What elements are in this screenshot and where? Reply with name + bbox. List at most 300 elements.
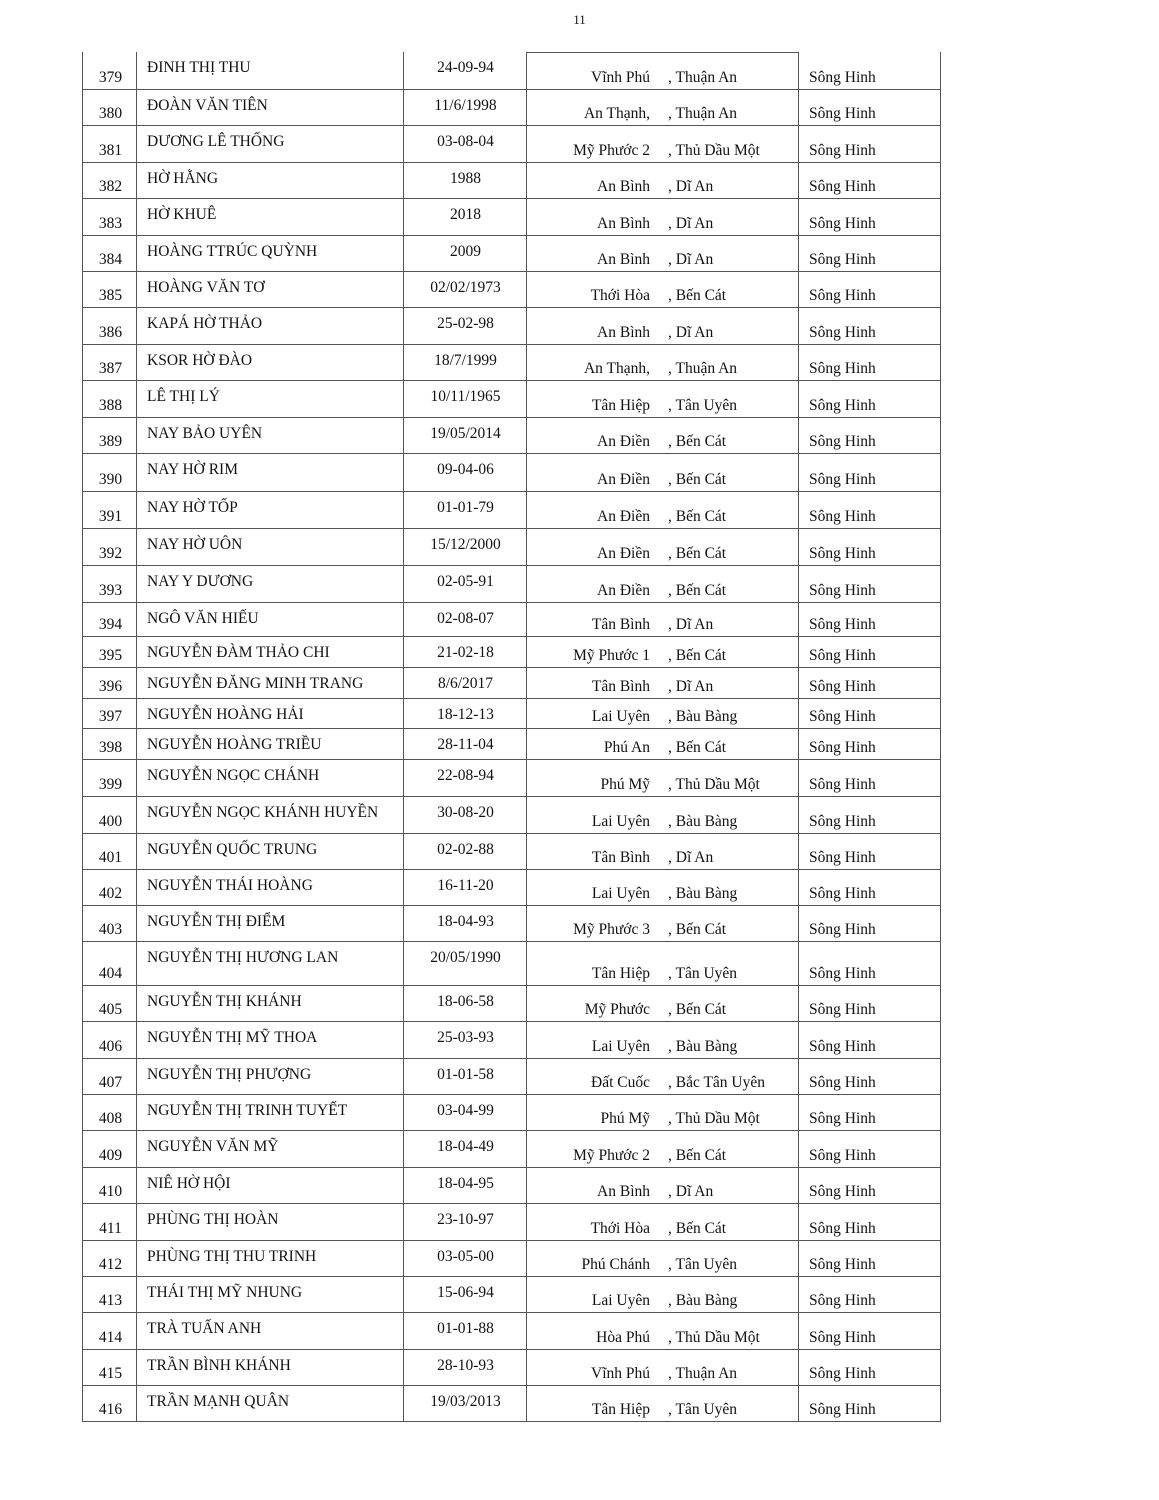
full-name: NAY HỜ TỐP xyxy=(147,499,238,516)
unit: Sông Hinh xyxy=(809,739,876,756)
date-of-birth: 16-11-20 xyxy=(437,877,494,894)
cell-unit xyxy=(799,381,941,417)
cell-name xyxy=(137,1204,404,1240)
district: , Dĩ An xyxy=(668,324,714,341)
unit: Sông Hinh xyxy=(809,69,876,86)
row-number: 415 xyxy=(98,1365,123,1382)
table-row xyxy=(82,1350,941,1386)
cell-address xyxy=(527,699,799,728)
ward: An Bình xyxy=(597,251,650,268)
cell-address xyxy=(527,163,799,198)
ward: Mỹ Phước xyxy=(584,1001,650,1018)
date-of-birth: 01-01-88 xyxy=(437,1320,494,1337)
row-number: 416 xyxy=(98,1401,123,1418)
date-of-birth: 02-08-07 xyxy=(437,610,494,627)
cell-number xyxy=(82,668,137,698)
district: , Bến Cát xyxy=(668,433,727,450)
table-row xyxy=(82,1059,941,1095)
table-row xyxy=(82,1131,941,1168)
full-name: KSOR HỜ ĐÀO xyxy=(147,352,253,369)
cell-address xyxy=(527,454,799,491)
district: , Bến Cát xyxy=(668,1147,727,1164)
ward: Phú Mỹ xyxy=(600,1110,650,1127)
cell-dob xyxy=(404,1168,527,1203)
cell-unit xyxy=(799,1168,941,1203)
full-name: NGUYỄN NGỌC KHÁNH HUYỀN xyxy=(147,804,379,821)
table-row xyxy=(82,272,941,308)
cell-dob xyxy=(404,1059,527,1094)
table-row xyxy=(82,454,941,492)
table-row xyxy=(82,52,941,90)
cell-address xyxy=(527,637,799,667)
cell-dob xyxy=(404,163,527,198)
table-row xyxy=(82,603,941,637)
district: , Bến Cát xyxy=(668,1001,727,1018)
row-number: 392 xyxy=(98,545,123,562)
full-name: NGUYỄN THỊ ĐIỂM xyxy=(147,913,286,930)
table-row xyxy=(82,1277,941,1313)
table-row xyxy=(82,90,941,126)
cell-number xyxy=(82,1168,137,1203)
table-row xyxy=(82,492,941,529)
district: , Bàu Bàng xyxy=(668,813,738,830)
ward: An Điền xyxy=(597,433,650,450)
district: , Bến Cát xyxy=(668,471,727,488)
full-name: NGUYỄN THỊ HƯƠNG LAN xyxy=(147,949,339,966)
cell-address xyxy=(527,834,799,869)
cell-dob xyxy=(404,870,527,905)
district: , Dĩ An xyxy=(668,178,714,195)
cell-dob xyxy=(404,90,527,125)
date-of-birth: 21-02-18 xyxy=(437,644,494,661)
unit: Sông Hinh xyxy=(809,1147,876,1164)
district: , Dĩ An xyxy=(668,1183,714,1200)
unit: Sông Hinh xyxy=(809,1292,876,1309)
row-number: 399 xyxy=(98,776,123,793)
cell-unit xyxy=(799,52,941,89)
date-of-birth: 10/11/1965 xyxy=(430,388,501,405)
ward: Lai Uyên xyxy=(591,1038,650,1055)
full-name: HOÀNG VĂN TƠ xyxy=(147,279,265,296)
date-of-birth: 20/05/1990 xyxy=(430,949,501,966)
cell-number xyxy=(82,126,137,162)
cell-dob xyxy=(404,797,527,833)
unit: Sông Hinh xyxy=(809,921,876,938)
date-of-birth: 25-03-93 xyxy=(437,1029,494,1046)
row-number: 381 xyxy=(98,142,123,159)
cell-dob xyxy=(404,986,527,1021)
cell-number xyxy=(82,236,137,271)
full-name: NGUYỄN THỊ PHƯỢNG xyxy=(147,1066,312,1083)
date-of-birth: 02-02-88 xyxy=(437,841,494,858)
cell-address xyxy=(527,1131,799,1167)
cell-number xyxy=(82,1386,137,1421)
cell-name xyxy=(137,870,404,905)
ward: Tân Hiệp xyxy=(591,397,650,414)
cell-number xyxy=(82,492,137,528)
cell-unit xyxy=(799,870,941,905)
cell-number xyxy=(82,381,137,417)
cell-name xyxy=(137,1095,404,1130)
cell-address xyxy=(527,90,799,125)
date-of-birth: 03-05-00 xyxy=(437,1248,494,1265)
date-of-birth: 28-10-93 xyxy=(437,1357,494,1374)
row-number: 408 xyxy=(98,1110,123,1127)
table-row xyxy=(82,729,941,760)
district: , Bến Cát xyxy=(668,739,727,756)
date-of-birth: 11/6/1998 xyxy=(434,97,497,114)
cell-unit xyxy=(799,603,941,636)
date-of-birth: 24-09-94 xyxy=(437,59,494,76)
row-number: 387 xyxy=(98,360,123,377)
cell-number xyxy=(82,1277,137,1312)
district: , Bắc Tân Uyên xyxy=(668,1074,765,1091)
cell-unit xyxy=(799,1131,941,1167)
cell-number xyxy=(82,90,137,125)
cell-name xyxy=(137,1131,404,1167)
cell-unit xyxy=(799,1313,941,1349)
cell-address xyxy=(527,1350,799,1385)
ward: Mỹ Phước 3 xyxy=(573,921,650,938)
cell-address xyxy=(527,1313,799,1349)
date-of-birth: 03-04-99 xyxy=(437,1102,494,1119)
date-of-birth: 19/03/2013 xyxy=(430,1393,501,1410)
district: , Bàu Bàng xyxy=(668,708,738,725)
full-name: NIÊ HỜ HỘI xyxy=(147,1175,231,1192)
date-of-birth: 2009 xyxy=(450,243,481,260)
cell-number xyxy=(82,729,137,759)
date-of-birth: 1988 xyxy=(450,170,481,187)
unit: Sông Hinh xyxy=(809,678,876,695)
ward: An Điền xyxy=(597,508,650,525)
district: , Tân Uyên xyxy=(668,965,738,982)
district: , Tân Uyên xyxy=(668,1401,738,1418)
cell-dob xyxy=(404,1022,527,1058)
unit: Sông Hinh xyxy=(809,708,876,725)
cell-address xyxy=(527,1386,799,1421)
table-row xyxy=(82,1313,941,1350)
full-name: TRẦN MẠNH QUÂN xyxy=(147,1393,290,1410)
table-row xyxy=(82,906,941,942)
cell-unit xyxy=(799,699,941,728)
cell-address xyxy=(527,381,799,417)
full-name: NGUYỄN ĐÀM THẢO CHI xyxy=(147,644,330,661)
district: , Dĩ An xyxy=(668,849,714,866)
date-of-birth: 18-12-13 xyxy=(437,706,494,723)
cell-address xyxy=(527,418,799,453)
cell-unit xyxy=(799,729,941,759)
row-number: 393 xyxy=(98,582,123,599)
district: , Thuận An xyxy=(668,1365,738,1382)
full-name: HOÀNG TTRÚC QUỲNH xyxy=(147,243,318,260)
district: , Dĩ An xyxy=(668,215,714,232)
cell-dob xyxy=(404,236,527,271)
district: , Tân Uyên xyxy=(668,1256,738,1273)
cell-dob xyxy=(404,906,527,941)
ward: Mỹ Phước 2 xyxy=(573,1147,650,1164)
district: , Bàu Bàng xyxy=(668,885,738,902)
unit: Sông Hinh xyxy=(809,1183,876,1200)
unit: Sông Hinh xyxy=(809,178,876,195)
district: , Thủ Dầu Một xyxy=(668,142,760,159)
cell-name xyxy=(137,418,404,453)
cell-name xyxy=(137,1168,404,1203)
cell-number xyxy=(82,454,137,491)
full-name: ĐOÀN VĂN TIÊN xyxy=(147,97,268,114)
cell-address xyxy=(527,52,799,89)
cell-name xyxy=(137,699,404,728)
cell-name xyxy=(137,52,404,89)
cell-dob xyxy=(404,454,527,491)
ward: Phú An xyxy=(603,739,650,756)
unit: Sông Hinh xyxy=(809,360,876,377)
ward: Hòa Phú xyxy=(596,1329,650,1346)
row-number: 407 xyxy=(98,1074,123,1091)
cell-dob xyxy=(404,308,527,344)
row-number: 412 xyxy=(98,1256,123,1273)
full-name: DƯƠNG LÊ THỐNG xyxy=(147,133,285,150)
cell-unit xyxy=(799,942,941,985)
ward: An Thạnh, xyxy=(583,105,650,122)
table-row xyxy=(82,1241,941,1277)
unit: Sông Hinh xyxy=(809,545,876,562)
cell-number xyxy=(82,637,137,667)
cell-address xyxy=(527,308,799,344)
date-of-birth: 03-08-04 xyxy=(437,133,494,150)
date-of-birth: 15/12/2000 xyxy=(430,536,501,553)
cell-name xyxy=(137,603,404,636)
cell-dob xyxy=(404,529,527,565)
row-number: 398 xyxy=(98,739,123,756)
cell-dob xyxy=(404,1204,527,1240)
cell-name xyxy=(137,1386,404,1421)
cell-unit xyxy=(799,90,941,125)
district: , Thủ Dầu Một xyxy=(668,1110,760,1127)
table-row xyxy=(82,760,941,797)
full-name: PHÙNG THỊ THU TRINH xyxy=(147,1248,317,1265)
cell-number xyxy=(82,418,137,453)
unit: Sông Hinh xyxy=(809,647,876,664)
cell-number xyxy=(82,834,137,869)
date-of-birth: 01-01-58 xyxy=(437,1066,494,1083)
table-row xyxy=(82,1022,941,1059)
cell-name xyxy=(137,566,404,602)
cell-number xyxy=(82,942,137,985)
table-row xyxy=(82,126,941,163)
unit: Sông Hinh xyxy=(809,885,876,902)
cell-dob xyxy=(404,1313,527,1349)
table-row xyxy=(82,163,941,199)
date-of-birth: 30-08-20 xyxy=(437,804,494,821)
date-of-birth: 2018 xyxy=(450,206,481,223)
cell-name xyxy=(137,1022,404,1058)
full-name: NAY HỜ RIM xyxy=(147,461,239,478)
district: , Bàu Bàng xyxy=(668,1038,738,1055)
cell-unit xyxy=(799,163,941,198)
cell-name xyxy=(137,668,404,698)
ward: An Bình xyxy=(597,178,650,195)
date-of-birth: 18/7/1999 xyxy=(434,352,497,369)
cell-dob xyxy=(404,942,527,985)
cell-address xyxy=(527,199,799,235)
date-of-birth: 02-05-91 xyxy=(437,573,494,590)
table-row xyxy=(82,1204,941,1241)
date-of-birth: 18-04-95 xyxy=(437,1175,494,1192)
cell-name xyxy=(137,986,404,1021)
cell-name xyxy=(137,942,404,985)
row-number: 388 xyxy=(98,397,123,414)
row-number: 384 xyxy=(98,251,123,268)
table-row xyxy=(82,1168,941,1204)
district: , Bến Cát xyxy=(668,1220,727,1237)
cell-name xyxy=(137,906,404,941)
unit: Sông Hinh xyxy=(809,849,876,866)
cell-address xyxy=(527,1204,799,1240)
row-number: 380 xyxy=(98,105,123,122)
cell-address xyxy=(527,760,799,796)
cell-number xyxy=(82,163,137,198)
unit: Sông Hinh xyxy=(809,105,876,122)
full-name: THÁI THỊ MỸ NHUNG xyxy=(147,1284,303,1301)
full-name: NGUYỄN NGỌC CHÁNH xyxy=(147,767,320,784)
cell-address xyxy=(527,603,799,636)
cell-dob xyxy=(404,729,527,759)
row-number: 396 xyxy=(98,678,123,695)
ward: Vĩnh Phú xyxy=(591,1365,650,1382)
unit: Sông Hinh xyxy=(809,142,876,159)
table-row xyxy=(82,834,941,870)
cell-name xyxy=(137,199,404,235)
cell-dob xyxy=(404,566,527,602)
cell-number xyxy=(82,986,137,1021)
unit: Sông Hinh xyxy=(809,1074,876,1091)
cell-address xyxy=(527,345,799,380)
unit: Sông Hinh xyxy=(809,1220,876,1237)
cell-dob xyxy=(404,637,527,667)
unit: Sông Hinh xyxy=(809,1001,876,1018)
ward: An Điền xyxy=(597,582,650,599)
cell-address xyxy=(527,870,799,905)
cell-name xyxy=(137,126,404,162)
cell-unit xyxy=(799,126,941,162)
full-name: NGUYỄN QUỐC TRUNG xyxy=(147,841,318,858)
cell-number xyxy=(82,199,137,235)
cell-unit xyxy=(799,668,941,698)
cell-name xyxy=(137,381,404,417)
ward: Lai Uyên xyxy=(591,1292,650,1309)
cell-dob xyxy=(404,834,527,869)
ward: Lai Uyên xyxy=(591,885,650,902)
ward: Tân Bình xyxy=(591,616,650,633)
ward: An Điền xyxy=(597,545,650,562)
table-row xyxy=(82,637,941,668)
full-name: ĐINH THỊ THU xyxy=(147,59,251,76)
district: , Bến Cát xyxy=(668,508,727,525)
district: , Thủ Dầu Một xyxy=(668,1329,760,1346)
cell-unit xyxy=(799,236,941,271)
ward: Đất Cuốc xyxy=(591,1074,650,1091)
unit: Sông Hinh xyxy=(809,287,876,304)
unit: Sông Hinh xyxy=(809,813,876,830)
district: , Dĩ An xyxy=(668,678,714,695)
ward: Thới Hòa xyxy=(590,287,650,304)
ward: Phú Mỹ xyxy=(600,776,650,793)
table-row xyxy=(82,308,941,345)
cell-dob xyxy=(404,1131,527,1167)
cell-dob xyxy=(404,418,527,453)
row-number: 379 xyxy=(98,69,123,86)
table-row xyxy=(82,699,941,729)
district: , Bến Cát xyxy=(668,582,727,599)
cell-unit xyxy=(799,454,941,491)
cell-number xyxy=(82,1022,137,1058)
cell-address xyxy=(527,566,799,602)
row-number: 390 xyxy=(98,471,123,488)
cell-dob xyxy=(404,1241,527,1276)
row-number: 394 xyxy=(98,616,123,633)
unit: Sông Hinh xyxy=(809,1110,876,1127)
cell-number xyxy=(82,870,137,905)
date-of-birth: 18-06-58 xyxy=(437,993,494,1010)
full-name: HỜ KHUÊ xyxy=(147,206,217,223)
cell-unit xyxy=(799,345,941,380)
unit: Sông Hinh xyxy=(809,1365,876,1382)
cell-address xyxy=(527,272,799,307)
full-name: NGUYỄN HOÀNG HẢI xyxy=(147,706,304,723)
row-number: 406 xyxy=(98,1038,123,1055)
cell-number xyxy=(82,1313,137,1349)
full-name: TRẦN BÌNH KHÁNH xyxy=(147,1357,291,1374)
row-number: 385 xyxy=(98,287,123,304)
cell-number xyxy=(82,52,137,89)
row-number: 404 xyxy=(98,965,123,982)
ward: Tân Bình xyxy=(591,678,650,695)
full-name: KAPÁ HỜ THẢO xyxy=(147,315,263,332)
cell-unit xyxy=(799,637,941,667)
unit: Sông Hinh xyxy=(809,1329,876,1346)
full-name: TRÀ TUẤN ANH xyxy=(147,1320,262,1337)
cell-unit xyxy=(799,1059,941,1094)
ward: Tân Bình xyxy=(591,849,650,866)
district: , Thuận An xyxy=(668,105,738,122)
cell-number xyxy=(82,1241,137,1276)
row-number: 411 xyxy=(99,1220,122,1237)
cell-unit xyxy=(799,308,941,344)
cell-dob xyxy=(404,603,527,636)
date-of-birth: 02/02/1973 xyxy=(430,279,501,296)
full-name: NGUYỄN THỊ KHÁNH xyxy=(147,993,302,1010)
table-row xyxy=(82,797,941,834)
cell-name xyxy=(137,90,404,125)
table-row xyxy=(82,236,941,272)
unit: Sông Hinh xyxy=(809,1038,876,1055)
unit: Sông Hinh xyxy=(809,397,876,414)
cell-number xyxy=(82,345,137,380)
unit: Sông Hinh xyxy=(809,776,876,793)
cell-address xyxy=(527,529,799,565)
date-of-birth: 28-11-04 xyxy=(437,736,494,753)
date-of-birth: 15-06-94 xyxy=(437,1284,494,1301)
cell-number xyxy=(82,529,137,565)
cell-address xyxy=(527,1059,799,1094)
full-name: NGÔ VĂN HIẾU xyxy=(147,610,259,627)
district: , Bàu Bàng xyxy=(668,1292,738,1309)
cell-address xyxy=(527,668,799,698)
date-of-birth: 09-04-06 xyxy=(437,461,494,478)
row-number: 391 xyxy=(98,508,123,525)
ward: An Thạnh, xyxy=(583,360,650,377)
cell-address xyxy=(527,1241,799,1276)
